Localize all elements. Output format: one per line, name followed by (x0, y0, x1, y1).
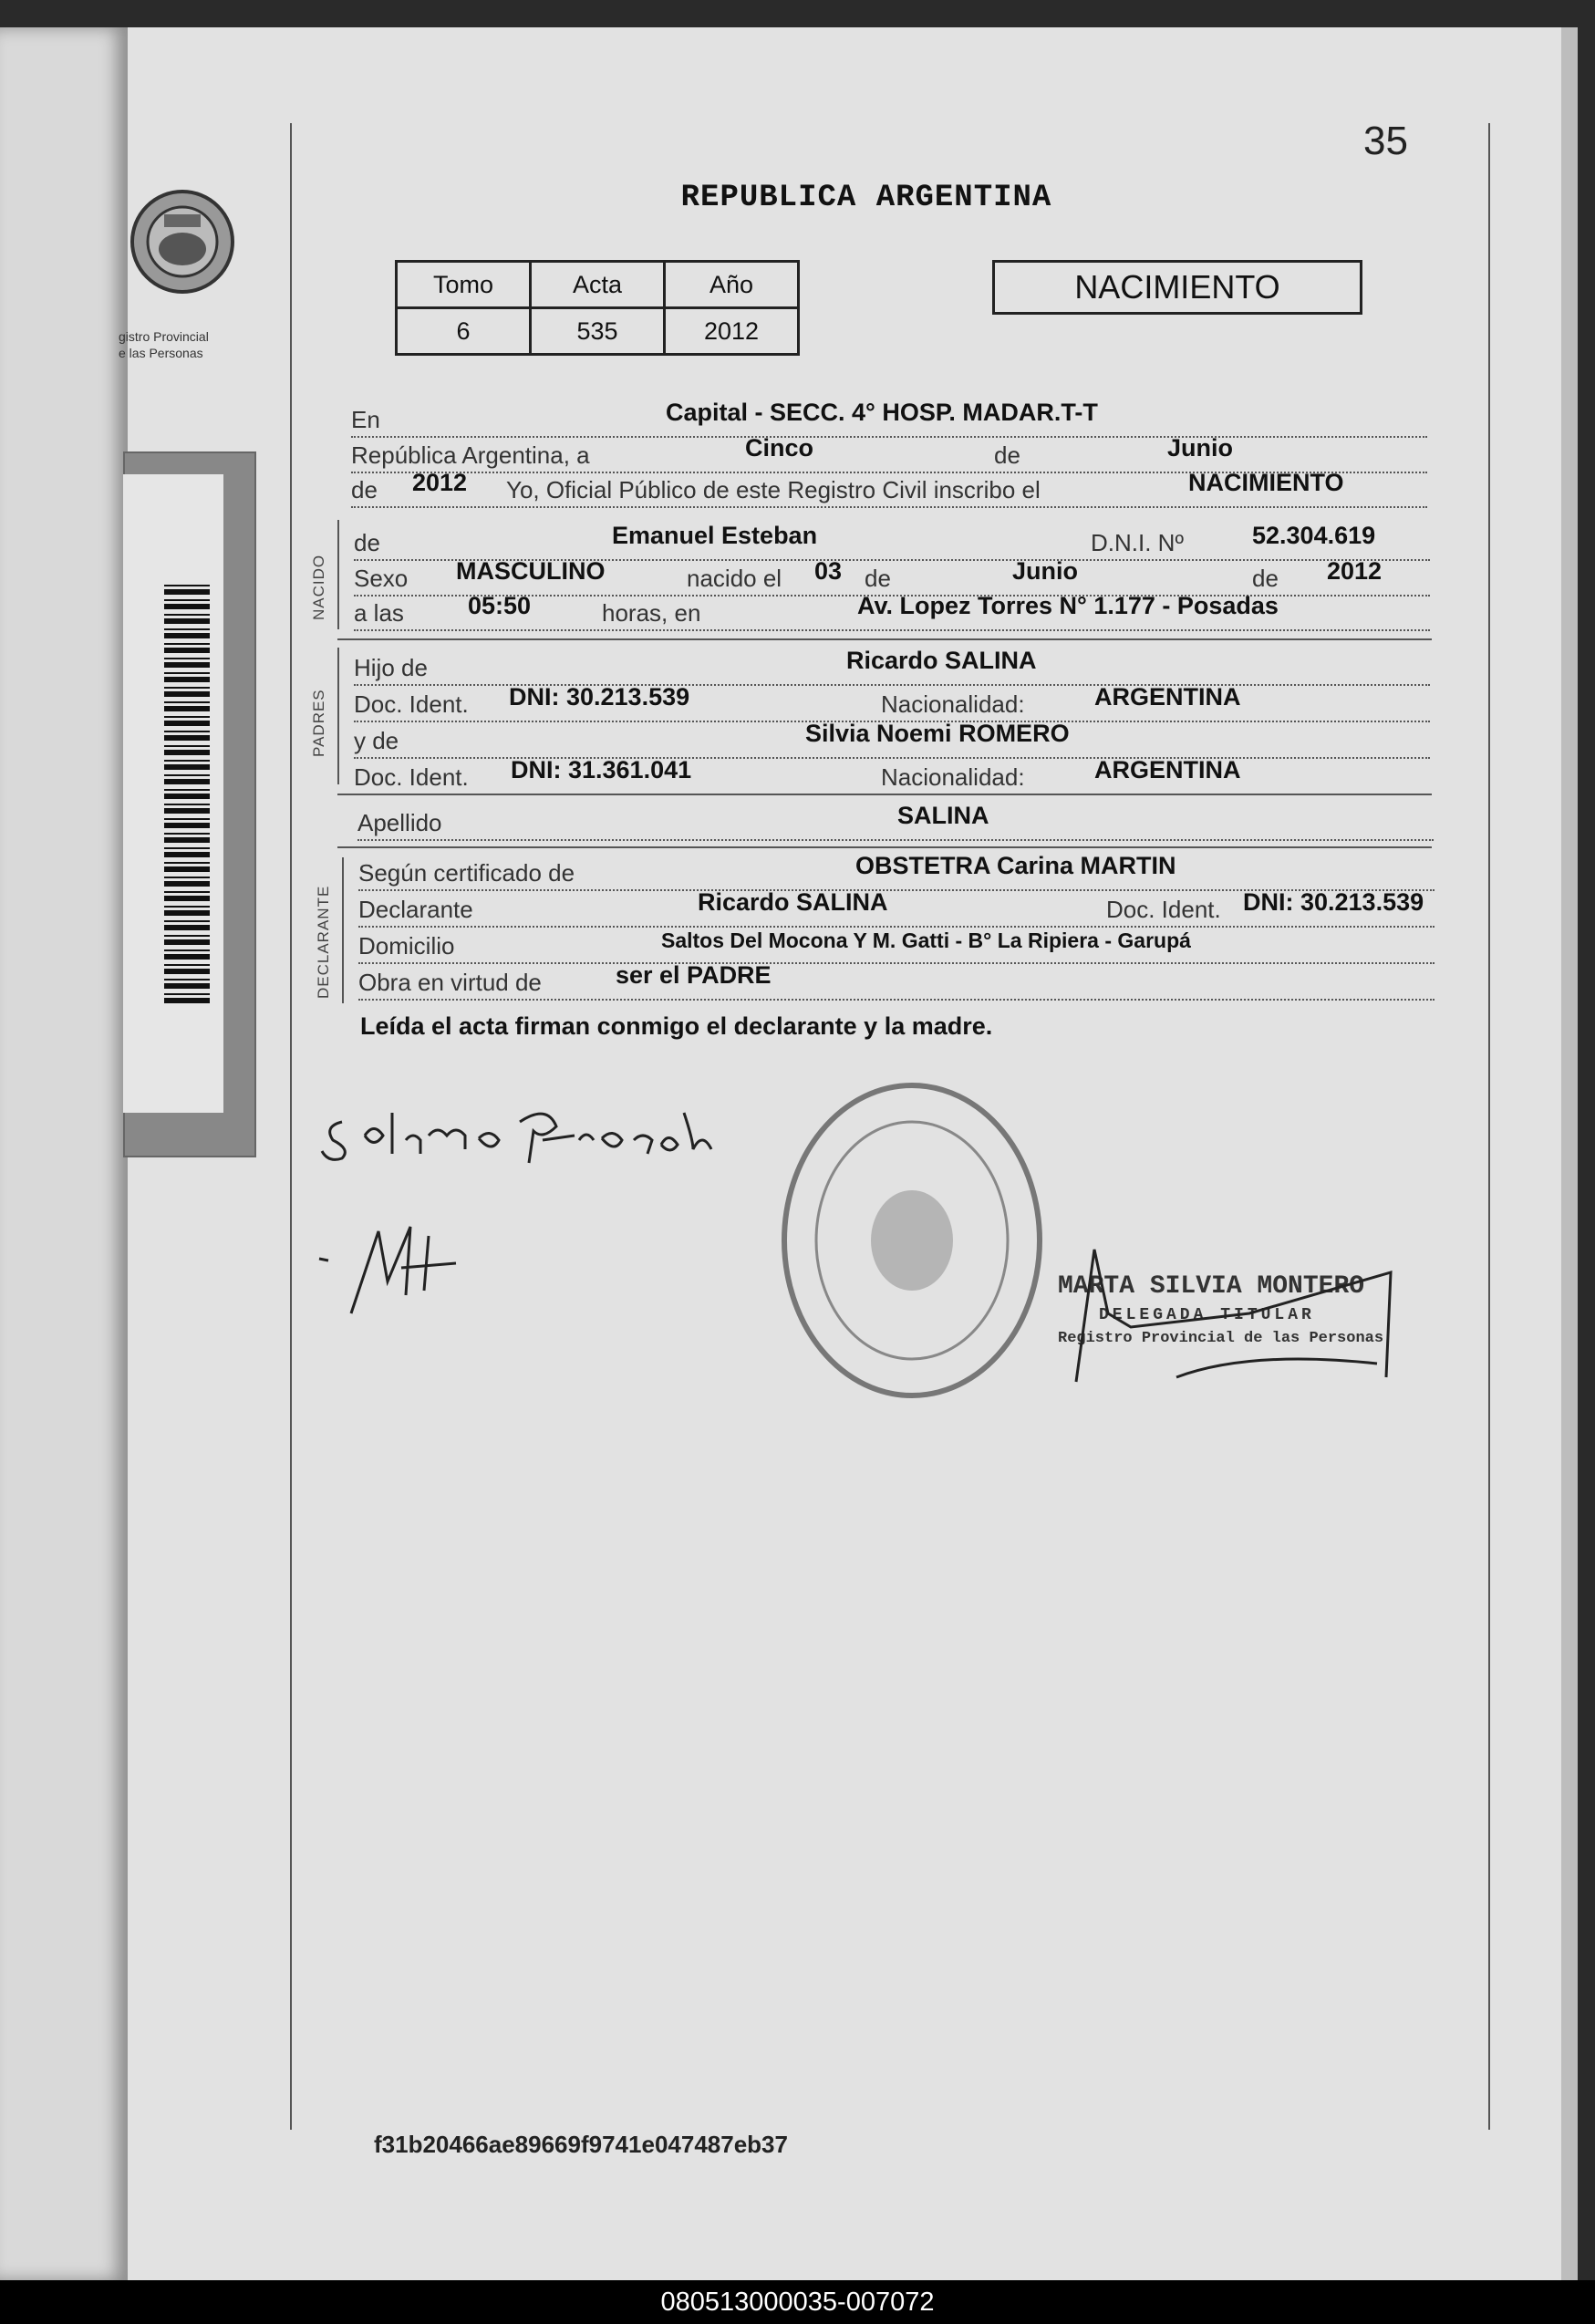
header-ano: Año (665, 262, 799, 308)
provincial-seal-icon (128, 178, 237, 324)
registry-header-row (397, 262, 799, 308)
apellido-label: Apellido (357, 809, 442, 836)
line-obra (358, 962, 1434, 1001)
line-domicilio (358, 926, 1434, 964)
declarante-signature (315, 1095, 743, 1167)
padres-rule (337, 648, 339, 784)
nacido-de-label: de (354, 529, 380, 556)
declarante-rule (342, 857, 344, 1003)
child-name-value: Emanuel Esteban (612, 522, 818, 549)
horas-label: horas, en (602, 599, 701, 627)
year-value: 2012 (412, 469, 468, 496)
left-caption (119, 328, 264, 361)
domicilio-value: Saltos Del Mocona Y M. Gatti - B° La Ripiera - Garupá (661, 929, 1191, 952)
line-sexo (354, 558, 1430, 597)
stamp-officer-name: MARTA SILVIA MONTERO (1058, 1272, 1365, 1301)
official-text: Yo, Oficial Público de este Registro Civil inscribo el (506, 476, 1041, 503)
obra-label: Obra en virtud de (358, 969, 542, 996)
a-las-label: a las (354, 599, 404, 627)
republica-label: República Argentina, a (351, 441, 590, 469)
de-label-1: de (994, 441, 1020, 469)
mother-nationality-label: Nacionalidad: (881, 763, 1025, 791)
apellido-top-rule (337, 794, 1432, 795)
value-ano: 2012 (665, 308, 799, 355)
registry-value-row (397, 308, 799, 355)
father-doc-label: Doc. Ident. (354, 690, 469, 718)
domicilio-label: Domicilio (358, 932, 455, 960)
footer-code: 080513000035-007072 (0, 2280, 1595, 2324)
value-tomo: 6 (397, 308, 531, 355)
record-kind-value: NACIMIENTO (1188, 469, 1344, 496)
declarante-doc-label: Doc. Ident. (1106, 896, 1221, 923)
sexo-label: Sexo (354, 565, 409, 592)
declarante-section-label: DECLARANTE (315, 885, 332, 999)
official-signature (310, 1213, 474, 1323)
declarante-name-value: Ricardo SALINA (698, 888, 888, 916)
line-apellido (357, 803, 1434, 841)
line-mother (354, 721, 1430, 759)
declarante-doc-value: DNI: 30.213.539 (1243, 888, 1424, 916)
father-nationality-value: ARGENTINA (1094, 683, 1241, 711)
line-certificado (358, 853, 1434, 891)
father-nationality-label: Nacionalidad: (881, 690, 1025, 718)
line-hora (354, 593, 1430, 631)
left-caption-line1: gistro Provincial (119, 329, 209, 344)
padres-top-rule (337, 638, 1432, 640)
father-doc-value: DNI: 30.213.539 (509, 683, 690, 711)
cert-value: OBSTETRA Carina MARTIN (855, 852, 1176, 879)
birth-day-value: 03 (814, 557, 843, 585)
hijo-label: Hijo de (354, 654, 428, 681)
declarante-top-rule (337, 846, 1432, 848)
sexo-value: MASCULINO (456, 557, 606, 585)
de-label-2: de (351, 476, 378, 503)
dni-label: D.N.I. Nº (1091, 529, 1184, 556)
line-nacido-name (354, 523, 1430, 561)
mother-nationality-value: ARGENTINA (1094, 756, 1241, 783)
birth-de-label: de (865, 565, 891, 592)
day-value: Cinco (745, 434, 814, 462)
header-tomo: Tomo (397, 262, 531, 308)
declarante-label: Declarante (358, 896, 473, 923)
line-declarante (358, 889, 1434, 928)
stamp-officer-role: DELEGADA TITULAR (1099, 1306, 1315, 1324)
father-name-value: Ricardo SALINA (846, 647, 1037, 674)
mother-doc-value: DNI: 31.361.041 (511, 756, 692, 783)
obra-value: ser el PADRE (616, 961, 772, 989)
officer-signature (1067, 1240, 1400, 1391)
apellido-value: SALINA (897, 802, 989, 829)
document-title: REPUBLICA ARGENTINA (680, 181, 1052, 215)
closing-statement: Leída el acta firman conmigo el declarante y la madre. (360, 1012, 993, 1040)
time-value: 05:50 (468, 592, 532, 619)
cert-label: Según certificado de (358, 859, 575, 887)
place-value: Capital - SECC. 4° HOSP. MADAR.T-T (666, 399, 1098, 426)
value-acta: 535 (531, 308, 665, 355)
month-value: Junio (1167, 434, 1233, 462)
left-caption-line2: e las Personas (119, 346, 203, 360)
birth-de-label-2: de (1252, 565, 1279, 592)
nacido-el-label: nacido el (687, 565, 782, 592)
header-acta: Acta (531, 262, 665, 308)
en-label: En (351, 406, 380, 433)
registry-table (395, 260, 800, 356)
birth-place-value: Av. Lopez Torres N° 1.177 - Posadas (857, 592, 1279, 619)
mother-name-value: Silvia Noemi ROMERO (805, 720, 1070, 747)
nacido-rule (337, 520, 339, 629)
line-official (351, 470, 1427, 508)
child-dni-value: 52.304.619 (1252, 522, 1376, 549)
official-round-seal-icon (775, 1076, 1049, 1405)
record-type-box: NACIMIENTO (992, 260, 1362, 315)
birth-year-value: 2012 (1327, 557, 1383, 585)
document-hash: f31b20466ae89669f9741e047487eb37 (374, 2131, 788, 2158)
line-republica (351, 435, 1427, 473)
line-en (351, 399, 1427, 438)
page-number: 35 (1363, 119, 1408, 163)
line-mother-doc (354, 757, 1430, 795)
nacido-section-label: NACIDO (310, 554, 327, 620)
mother-doc-label: Doc. Ident. (354, 763, 469, 791)
line-hijo (354, 648, 1430, 686)
barcode-icon (164, 584, 210, 1003)
birth-month-value: Junio (1012, 557, 1078, 585)
y-de-label: y de (354, 727, 399, 754)
stamp-officer-office: Registro Provincial de las Personas (1058, 1330, 1384, 1347)
line-father-doc (354, 684, 1430, 722)
left-page (0, 27, 128, 2280)
padres-section-label: PADRES (310, 689, 327, 757)
